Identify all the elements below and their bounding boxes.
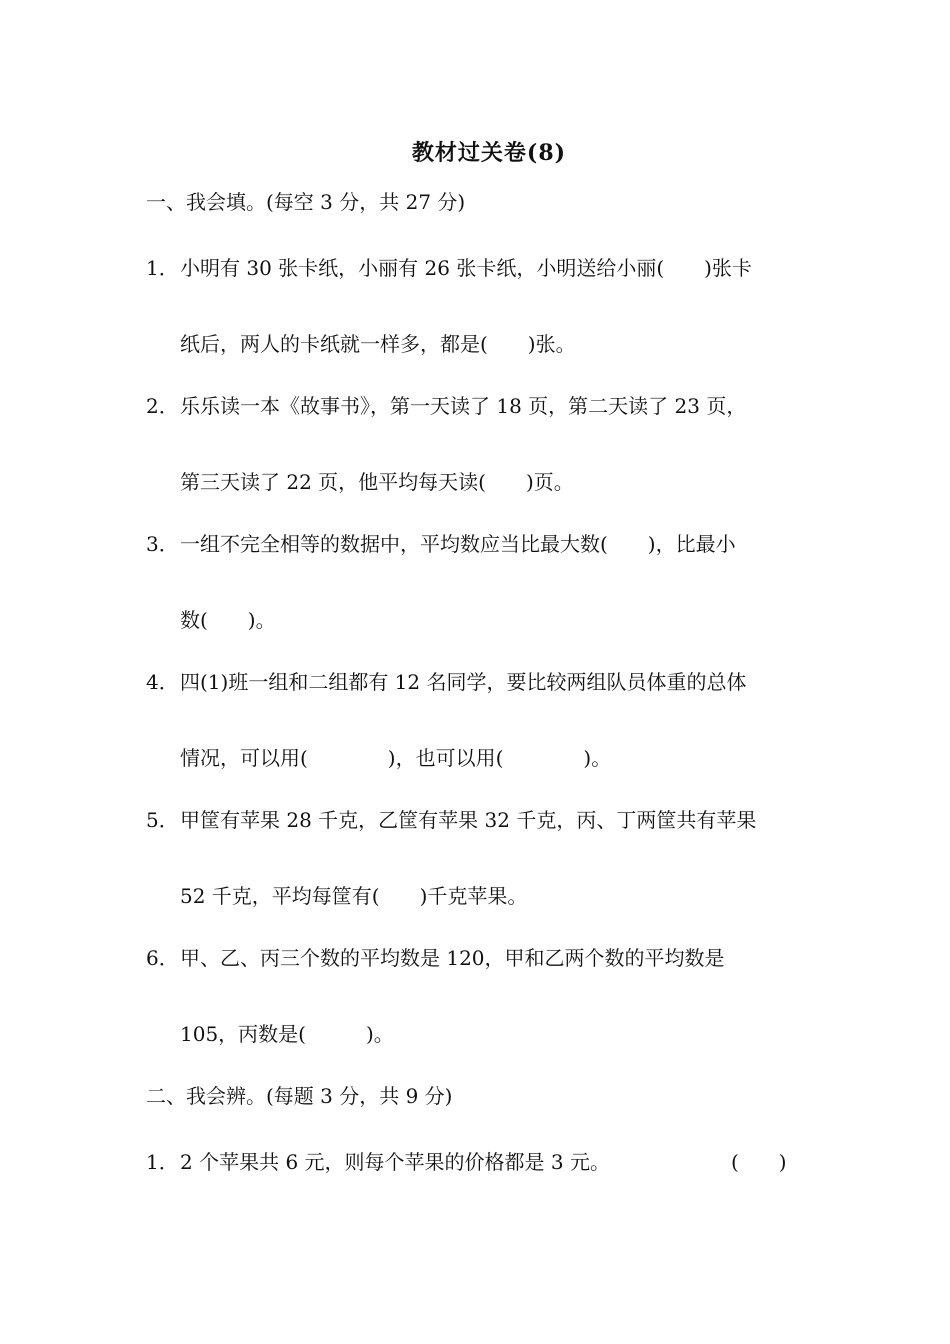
question-number: 6． xyxy=(146,946,179,970)
question-number: 5． xyxy=(146,808,179,832)
section-1-heading: 一、我会填。(每空 3 分，共 27 分) xyxy=(146,190,466,214)
page-title: 教材过关卷(8) xyxy=(411,140,567,166)
question-text-line1: 甲、乙、丙三个数的平均数是 120，甲和乙两个数的平均数是 xyxy=(180,946,725,970)
question-4 xyxy=(146,666,747,695)
question-text-line1: 四(1)班一组和二组都有 12 名同学，要比较两组队员体重的总体 xyxy=(180,670,747,694)
question-6-continuation: 105，丙数是( )。 xyxy=(180,1022,394,1046)
question-text-line1: 甲筐有苹果 28 千克，乙筐有苹果 32 千克，丙、丁两筐共有苹果 xyxy=(180,808,757,832)
question-3-continuation: 数( )。 xyxy=(180,608,276,632)
question-text: 2 个苹果共 6 元，则每个苹果的价格都是 3 元。 xyxy=(180,1150,610,1174)
question-text-line1: 一组不完全相等的数据中，平均数应当比最大数( )，比最小 xyxy=(180,532,736,556)
answer-box[interactable]: ( ) xyxy=(731,1150,787,1174)
question-number: 2． xyxy=(146,394,179,418)
question-number: 1． xyxy=(146,1150,179,1174)
question-5-continuation: 52 千克，平均每筐有( )千克苹果。 xyxy=(180,884,528,908)
question-text-line1: 小明有 30 张卡纸，小丽有 26 张卡纸，小明送给小丽( )张卡 xyxy=(180,256,752,280)
question-2-continuation: 第三天读了 22 页，他平均每天读( )页。 xyxy=(180,470,574,494)
question-1 xyxy=(146,252,752,281)
question-6 xyxy=(146,942,725,971)
question-2 xyxy=(146,390,746,419)
section-2-heading: 二、我会辨。(每题 3 分，共 9 分) xyxy=(146,1084,453,1108)
question-number: 1． xyxy=(146,256,179,280)
question-number: 4． xyxy=(146,670,179,694)
question-text-line1: 乐乐读一本《故事书》，第一天读了 18 页，第二天读了 23 页， xyxy=(180,394,747,418)
question-3 xyxy=(146,528,736,557)
question-1-continuation: 纸后，两人的卡纸就一样多，都是( )张。 xyxy=(180,332,576,356)
judge-question-1 xyxy=(146,1146,610,1175)
question-4-continuation: 情况，可以用( )，也可以用( )。 xyxy=(180,746,612,770)
question-number: 3． xyxy=(146,532,179,556)
question-5 xyxy=(146,804,756,833)
